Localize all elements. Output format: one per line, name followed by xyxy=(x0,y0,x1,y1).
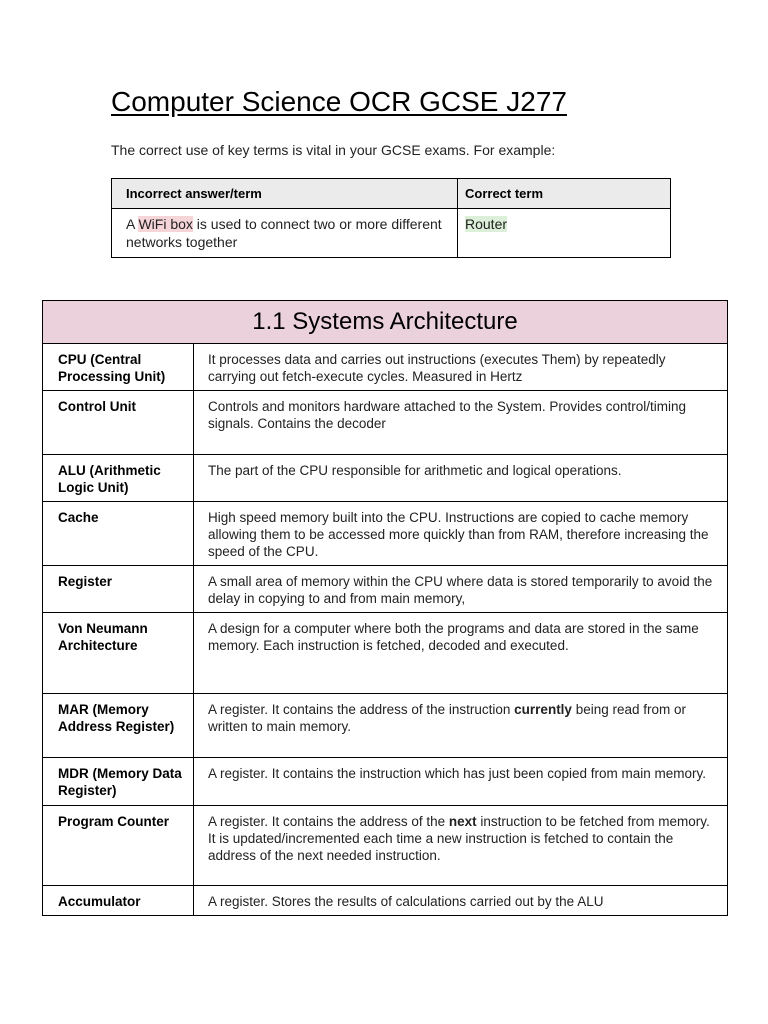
incorrect-header: Incorrect answer/term xyxy=(126,186,262,201)
term-name: MDR (Memory Data Register) xyxy=(58,766,182,798)
incorrect-highlight: WiFi box xyxy=(138,216,193,232)
correct-cell xyxy=(458,209,671,258)
term-name: ALU (Arithmetic Logic Unit) xyxy=(58,463,161,495)
term-definition: A register. Stores the results of calculations carried out by the ALU xyxy=(208,894,604,909)
incorrect-prefix: A xyxy=(126,216,139,232)
term-definition xyxy=(194,694,727,735)
term-definition: A design for a computer where both the programs and data are stored in the same memory. Each instruction is fetched, decoded and executed. xyxy=(208,621,699,653)
term-name: Register xyxy=(58,574,113,589)
intro-text: The correct use of key terms is vital in your GCSE exams. For example: xyxy=(111,142,556,158)
example-table xyxy=(111,178,671,258)
term-definition: A small area of memory within the CPU where data is stored temporarily to avoid the delay in copying to and from main memory, xyxy=(208,574,713,606)
correct-term: Router xyxy=(465,216,508,232)
incorrect-answer xyxy=(112,209,457,251)
term-definition: High speed memory built into the CPU. Instructions are copied to cache memory allowing them to be accessed more quickly than from RAM, therefore increasing the speed of the CPU. xyxy=(208,510,709,559)
term-name: Program Counter xyxy=(58,814,170,829)
term-row xyxy=(43,502,728,566)
term-definition: The part of the CPU responsible for arithmetic and logical operations. xyxy=(208,463,622,478)
incorrect-header-cell xyxy=(112,179,458,209)
document-title: Computer Science OCR GCSE J277 xyxy=(111,86,567,117)
term-definition: A register. It contains the instruction which has just been copied from main memory. xyxy=(208,766,706,781)
term-name: Von Neumann Architecture xyxy=(58,621,148,653)
term-row xyxy=(43,566,728,613)
term-name: CPU (Central Processing Unit) xyxy=(58,352,166,384)
term-row xyxy=(43,694,728,758)
term-name: Accumulator xyxy=(58,894,141,909)
definition-part: being read from or written to main memory. xyxy=(208,702,687,734)
term-definition: Controls and monitors hardware attached to the System. Provides control/timing signals. Contains the decoder xyxy=(208,399,686,431)
term-row xyxy=(43,758,728,806)
correct-header-cell xyxy=(458,179,671,209)
definition-part: A register. It contains the address of the instruction xyxy=(208,702,515,717)
term-definition: It processes data and carries out instructions (executes Them) by repeatedly carrying out fetch-execute cycles. Measured in Hertz xyxy=(208,352,666,384)
term-row xyxy=(43,391,728,455)
term-name: Cache xyxy=(58,510,99,525)
definition-part: instruction to be fetched from memory. It is updated/incremented each time a new instruction is fetched to contain the address of the next needed instruction. xyxy=(208,814,710,863)
term-name: MAR (Memory Address Register) xyxy=(58,702,175,734)
definition-part: A register. It contains the address of the xyxy=(208,814,449,829)
incorrect-suffix: is used to connect two or more different networks together xyxy=(126,216,442,250)
definition-emphasis: next xyxy=(448,814,477,829)
term-row xyxy=(43,344,728,391)
systems-architecture-table xyxy=(42,300,728,916)
correct-header: Correct term xyxy=(465,186,544,201)
example-table-row xyxy=(112,209,671,258)
example-table-header xyxy=(112,179,671,209)
term-row xyxy=(43,455,728,502)
term-definition xyxy=(194,806,727,864)
term-row xyxy=(43,886,728,916)
term-row xyxy=(43,613,728,694)
definition-emphasis: currently xyxy=(514,702,572,717)
incorrect-cell xyxy=(112,209,458,258)
term-name: Control Unit xyxy=(58,399,136,414)
term-row xyxy=(43,806,728,886)
section-title: 1.1 Systems Architecture xyxy=(43,301,728,344)
section-header-row xyxy=(43,301,728,344)
